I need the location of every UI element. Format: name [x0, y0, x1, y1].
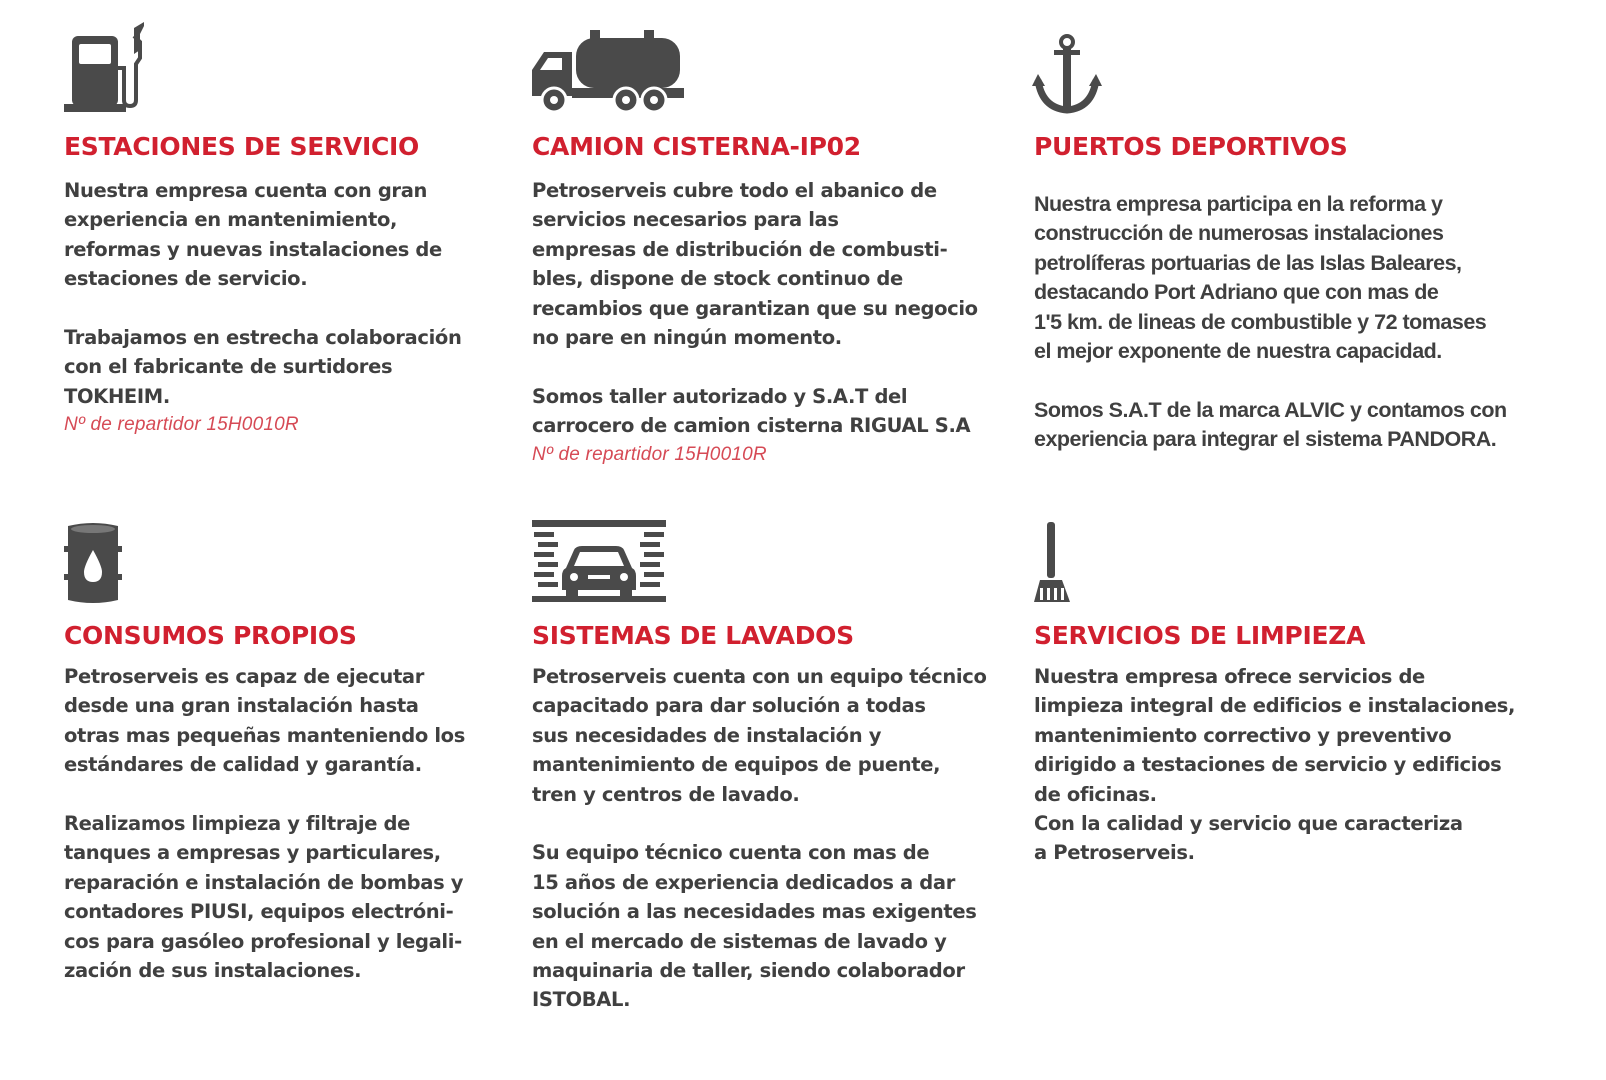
service-description: [532, 662, 1022, 1015]
tanker-truck-icon: [532, 30, 688, 114]
service-title: PUERTOS DEPORTIVOS: [1034, 132, 1348, 161]
service-title: CAMION CISTERNA-IP02: [532, 132, 861, 161]
service-title: ESTACIONES DE SERVICIO: [64, 132, 419, 161]
service-description: [1034, 662, 1574, 868]
service-paragraph: Somos taller autorizado y S.A.T del carrocero de camion cisterna RIGUAL S.A: [532, 384, 971, 438]
service-paragraph: Petroserveis cuenta con un equipo técnico capacitado para dar solución a todas sus necesidades de instalación y mantenimiento de equipos de puente, tren y centros de lavado.: [532, 665, 987, 806]
service-title: SISTEMAS DE LAVADOS: [532, 621, 854, 650]
service-paragraph: Realizamos limpieza y filtraje de tanques a empresas y particulares, reparación e instalación de bombas y contadores PIUSI, equipos electróni- cos para gasóleo profesional y legali- zación de sus instalaciones.: [64, 812, 464, 983]
service-paragraph: Con la calidad y servicio que caracteriza a Petroserveis.: [1034, 812, 1463, 865]
service-paragraph: Su equipo técnico cuenta con mas de 15 años de experiencia dedicados a dar solución a las necesidades mas exigentes en el mercado de sistemas de lavado y maquinaria de taller, siendo colaborador ISTOBAL.: [532, 841, 977, 1012]
service-description: [64, 662, 514, 985]
service-paragraph: Nuestra empresa participa en la reforma y construcción de numerosas instalaciones petrolíferas portuarias de las Islas Baleares, destacando Port Adriano que con mas de 1'5 km. de lineas de combustible y 72 tomases el mejor exponente de nuestra capacidad.: [1034, 192, 1487, 364]
fuel-pump-icon: [64, 22, 146, 114]
service-paragraph: Trabajamos en estrecha colaboración con el fabricante de surtidores TOKHEIM.: [64, 326, 462, 408]
car-wash-icon: [532, 520, 666, 602]
service-paragraph: Nuestra empresa cuenta con gran experiencia en mantenimiento, reformas y nuevas instalaciones de estaciones de servicio.: [64, 179, 442, 291]
service-description: [64, 176, 504, 439]
broom-icon: [1032, 522, 1072, 604]
service-paragraph: Nuestra empresa ofrece servicios de limpieza integral de edificios e instalaciones, mantenimiento correctivo y preventivo dirigido a testaciones de servicio y edificios de oficinas.: [1034, 665, 1516, 806]
service-paragraph: Somos S.A.T de la marca ALVIC y contamos con experiencia para integrar el sistema PANDORA.: [1034, 397, 1507, 452]
service-paragraph: Petroserveis cubre todo el abanico de servicios necesarios para las empresas de distribución de combusti- bles, dispone de stock continuo de recambios que garantizan que su negocio no pare en ningún momento.: [532, 179, 978, 350]
distributor-number: Nº de repartidor 15H0010R: [64, 414, 299, 436]
service-title: SERVICIOS DE LIMPIEZA: [1034, 621, 1366, 650]
service-description: [532, 176, 1012, 469]
oil-barrel-icon: [64, 522, 122, 604]
service-title: CONSUMOS PROPIOS: [64, 621, 357, 650]
service-description: [1034, 190, 1574, 455]
service-paragraph: Petroserveis es capaz de ejecutar desde una gran instalación hasta otras mas pequeñas manteniendo los estándares de calidad y garantía.: [64, 665, 465, 777]
distributor-number: Nº de repartidor 15H0010R: [532, 443, 767, 465]
anchor-icon: [1032, 34, 1102, 114]
